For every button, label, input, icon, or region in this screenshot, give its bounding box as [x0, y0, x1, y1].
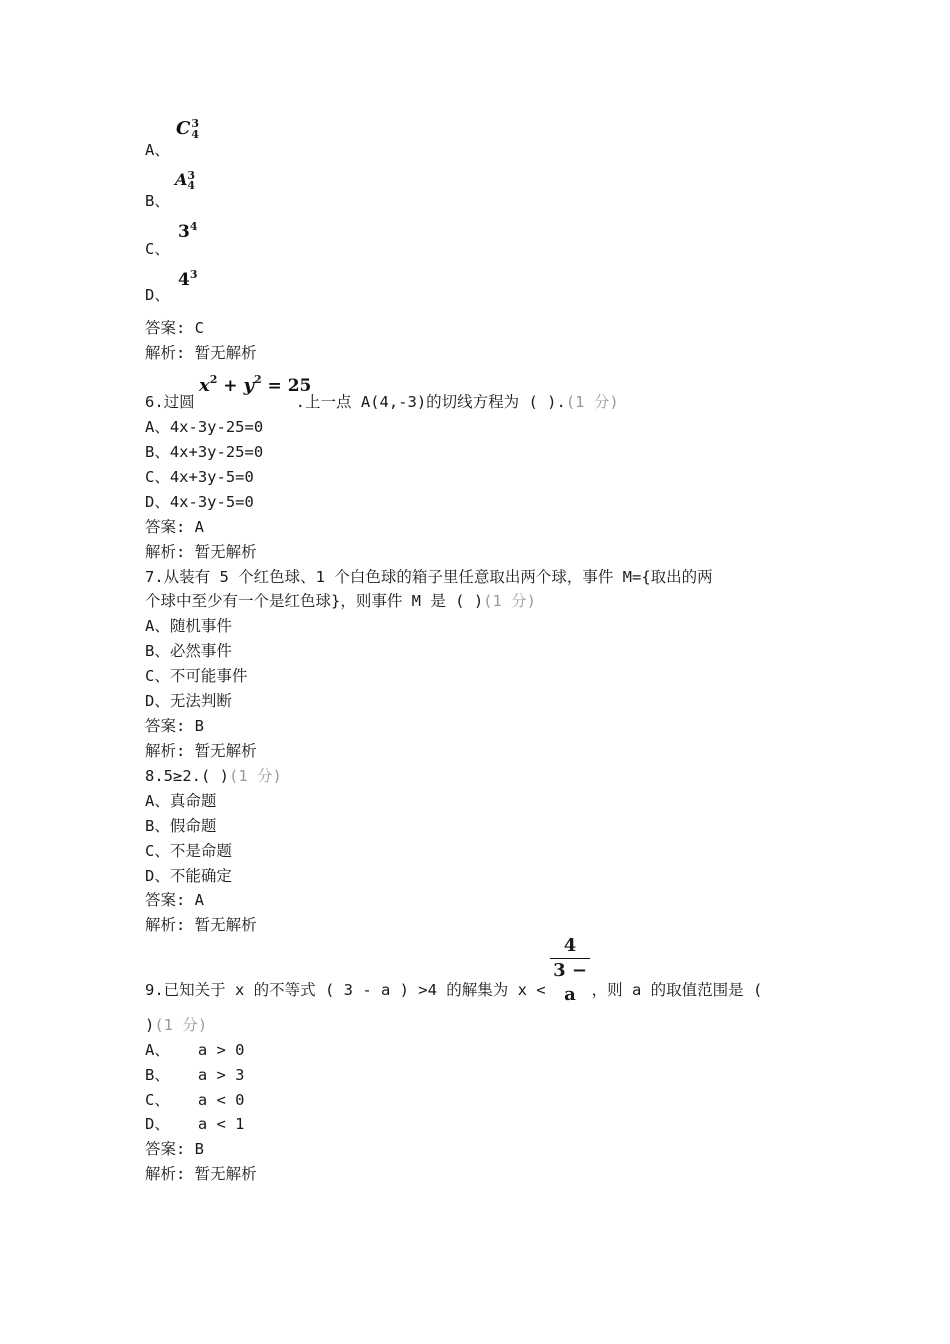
q5-option-a — [145, 140, 170, 160]
q9-question-line2: )(1 分) — [145, 1016, 208, 1034]
q9-fraction-numerator: 4 — [563, 935, 577, 956]
q7-option-c: C、不可能事件 — [145, 667, 248, 685]
q5-option-a-sub: 4 — [191, 128, 199, 141]
q7-score: (1 分) — [483, 592, 536, 610]
q5-option-a-sup: 3 — [191, 117, 199, 130]
q5-option-b-sub: 4 — [187, 179, 196, 192]
q5-option-d-label: D、 — [145, 286, 170, 304]
q6-suffix: .上一点 A(4,-3)的切线方程为 ( ). — [295, 393, 566, 411]
q5-analysis: 解析: 暂无解析 — [145, 344, 257, 362]
q9-analysis: 解析: 暂无解析 — [145, 1165, 257, 1183]
q5-option-a-symbol — [176, 118, 200, 139]
q8-score: (1 分) — [229, 767, 282, 785]
q6-option-b: B、4x+3y-25=0 — [145, 443, 264, 461]
q5-option-d-base: 4 — [178, 270, 190, 290]
q8-option-a: A、真命题 — [145, 792, 217, 810]
q7-question-line1: 7.从装有 5 个红色球、1 个白色球的箱子里任意取出两个球，事件 M={取出的两 — [145, 568, 713, 586]
q5-option-a-base: C — [176, 118, 191, 139]
q9-option-a: A、 a > 0 — [145, 1041, 245, 1059]
q6-answer: 答案: A — [145, 518, 204, 536]
q9-question-line1 — [145, 980, 762, 1000]
q9-suffix: ，则 a 的取值范围是 ( — [591, 981, 763, 999]
q5-option-a-label: A、 — [145, 141, 170, 159]
q5-option-b-symbol — [175, 170, 197, 190]
q7-option-d: D、无法判断 — [145, 692, 232, 710]
q7-analysis: 解析: 暂无解析 — [145, 742, 257, 760]
q8-analysis: 解析: 暂无解析 — [145, 916, 257, 934]
q8-question: 8.5≥2.( )(1 分) — [145, 767, 282, 785]
q8-answer: 答案: A — [145, 891, 204, 909]
q5-option-d — [145, 285, 170, 305]
q7-answer: 答案: B — [145, 717, 204, 735]
q6-circle-formula: $x^2 + y^2 = 25$ — [199, 373, 312, 396]
q9-fraction — [549, 934, 591, 1005]
q8-option-d: D、不能确定 — [145, 867, 232, 885]
q5-option-c — [145, 239, 170, 259]
q9-option-b: B、 a > 3 — [145, 1066, 245, 1084]
q6-option-a: A、4x-3y-25=0 — [145, 418, 264, 436]
q5-option-b-sup: 3 — [187, 169, 196, 182]
q9-answer: 答案: B — [145, 1140, 204, 1158]
q5-option-c-base: 3 — [178, 222, 190, 242]
q6-option-c: C、4x+3y-5=0 — [145, 468, 254, 486]
q5-option-c-sup: 4 — [189, 220, 198, 233]
q5-option-d-sup: 3 — [189, 268, 198, 281]
q5-option-d-symbol — [178, 268, 198, 290]
q5-answer: 答案: C — [145, 319, 204, 337]
q9-score: (1 分) — [154, 1016, 208, 1034]
q7-option-a: A、随机事件 — [145, 617, 232, 635]
q8-option-b: B、假命题 — [145, 817, 217, 835]
q5-option-b-label: B、 — [145, 192, 170, 210]
q9-option-c: C、 a < 0 — [145, 1091, 245, 1109]
q9-fraction-denominator: 3 − a — [553, 960, 587, 1005]
q6-prefix: 6.过圆 — [145, 393, 195, 411]
q7-question-line2: 个球中至少有一个是红色球}，则事件 M 是 ( )(1 分) — [145, 592, 536, 610]
q8-option-c: C、不是命题 — [145, 842, 232, 860]
q9-prefix: 9.已知关于 x 的不等式 ( 3 - a ) >4 的解集为 x < — [145, 981, 546, 999]
q6-score: (1 分) — [565, 393, 619, 411]
q5-option-c-symbol — [178, 220, 198, 242]
q7-option-b: B、必然事件 — [145, 642, 232, 660]
q5-option-b — [145, 191, 170, 211]
q6-analysis: 解析: 暂无解析 — [145, 543, 257, 561]
q5-option-c-label: C、 — [145, 240, 170, 258]
q9-option-d: D、 a < 1 — [145, 1115, 245, 1133]
q6-option-d: D、4x-3y-5=0 — [145, 493, 254, 511]
q5-option-b-base: A — [175, 170, 188, 189]
